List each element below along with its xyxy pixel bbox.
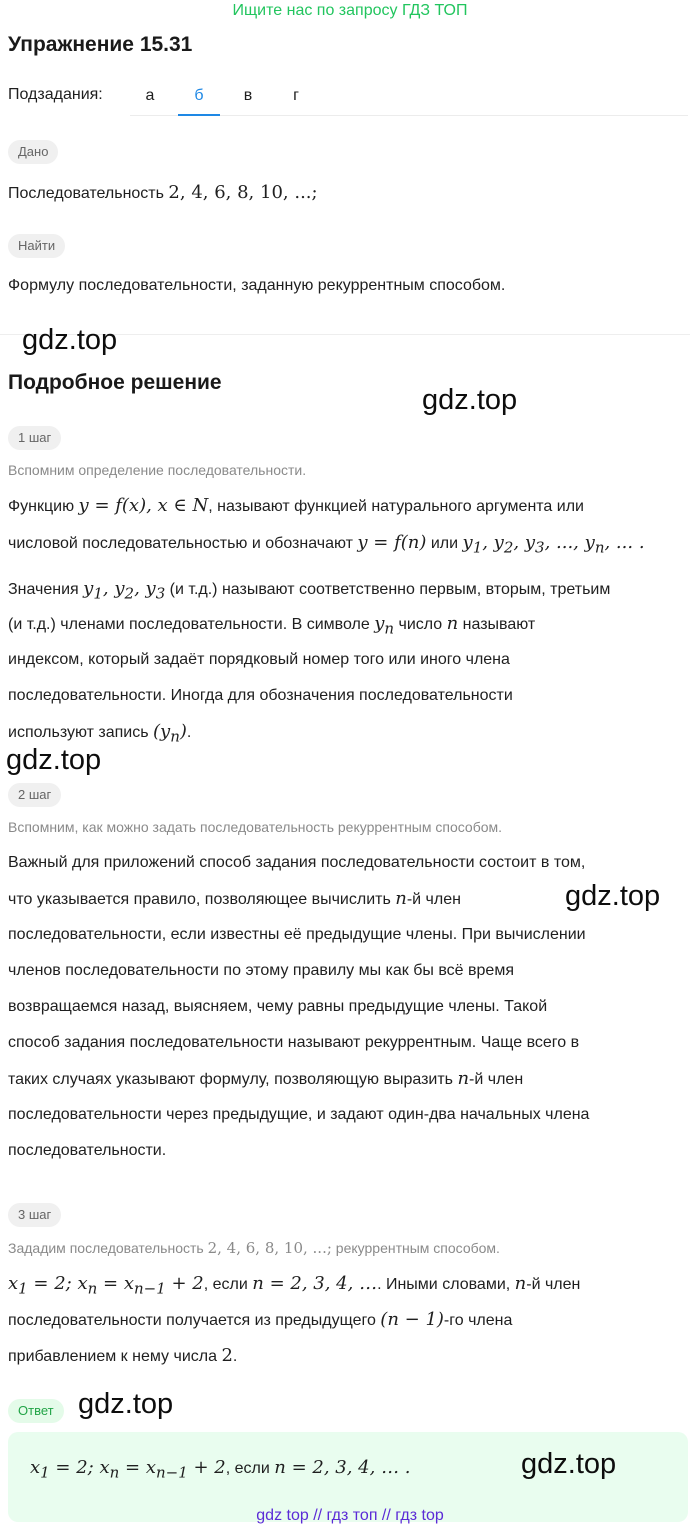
step1-line5: индексом, который задаёт порядковый номер того или иного члена <box>8 651 510 668</box>
text: прибавлением к нему числа <box>8 1348 222 1365</box>
text: . <box>232 1348 238 1365</box>
text: , называют функцией натурального аргумента или <box>208 498 584 515</box>
text: , если <box>225 1460 275 1477</box>
step3-line2 <box>8 1302 688 1339</box>
footer-links[interactable]: gdz top // гдз топ // гдз top <box>256 1507 444 1524</box>
step1-badge: 1 шаг <box>8 426 61 450</box>
step2-line9: последовательности. <box>8 1142 167 1159</box>
step2-line7 <box>8 1061 688 1098</box>
given-badge: Дано <box>8 140 58 164</box>
step3-line3 <box>8 1338 688 1375</box>
step1-line2 <box>8 525 688 566</box>
text: последовательности получается из предыдущего <box>8 1312 381 1329</box>
text: (и т.д.) членами последовательности. В символе <box>8 616 375 633</box>
text: или <box>426 535 463 552</box>
watermark: gdz.top <box>422 384 518 416</box>
watermark: gdz.top <box>565 880 661 912</box>
formula-n: n <box>446 613 459 634</box>
text: Зададим последовательность <box>8 1240 208 1256</box>
step1-line6: последовательности. Иногда для обозначения последовательности <box>8 687 513 704</box>
text: -й член <box>526 1276 581 1293</box>
step3-badge: 3 шаг <box>8 1203 61 1227</box>
text: -й член <box>406 891 461 908</box>
text: Значения <box>8 581 84 598</box>
given-text <box>8 175 688 212</box>
given-sequence: 2, 4, 6, 8, 10, ...; <box>168 182 318 203</box>
page-title: Упражнение 15.31 <box>8 33 193 56</box>
tab-v[interactable]: в <box>243 87 253 104</box>
step2-badge: 2 шаг <box>8 783 61 807</box>
text: таких случаях указывают формулу, позволяющую выразить <box>8 1071 458 1088</box>
step3-hint <box>8 1239 500 1257</box>
find-badge: Найти <box>8 234 65 258</box>
text: что указывается правило, позволяющее вычислить <box>8 891 396 908</box>
text: (и т.д.) называют соответственно первым, вторым, третьим <box>165 581 611 598</box>
watermark: gdz.top <box>521 1448 617 1480</box>
step2-hint: Вспомним, как можно задать последовательность рекуррентным способом. <box>8 819 503 835</box>
text: число <box>394 616 447 633</box>
step2-line6: способ задания последовательности называют рекуррентным. Чаще всего в <box>8 1034 580 1051</box>
text: . <box>186 724 192 741</box>
formula-n-values: n = 2, 3, 4, … . <box>274 1457 411 1478</box>
formula-yn: $y_n$ <box>374 613 395 638</box>
text: называют <box>458 616 536 633</box>
formula-y-list: $y_1$, $y_2$, $y_3$, ..., $y_n$, ... . <box>462 532 645 557</box>
tab-g[interactable]: г <box>293 87 299 104</box>
step2-line4: членов последовательности по этому правилу мы как бы всё время <box>8 962 514 979</box>
step1-hint: Вспомним определение последовательности. <box>8 462 307 478</box>
step2-line1: Важный для приложений способ задания последовательности состоит в том, <box>8 854 586 871</box>
formula-n: n <box>395 888 407 909</box>
formula-y123: $y_1$, $y_2$, $y_3$ <box>83 578 166 603</box>
formula-n-minus-1: (n − 1) <box>380 1309 444 1330</box>
text: -го члена <box>443 1312 513 1329</box>
text: . Иными словами, <box>377 1276 515 1293</box>
step2-line8: последовательности через предыдущие, и задают один-два начальных члена <box>8 1106 590 1123</box>
step1-line1 <box>8 488 688 525</box>
formula-n: n <box>457 1068 470 1089</box>
subtasks-label: Подзадания: <box>8 86 103 103</box>
step3-line1 <box>8 1266 688 1307</box>
formula-y-fx: y = f(x), x ∈ N <box>78 495 209 516</box>
solution-title: Подробное решение <box>8 371 222 394</box>
formula-recurrence: $x_1 = 2$; $x_n = x_{n-1} + 2$ <box>8 1273 204 1298</box>
formula-recurrence: $x_1 = 2$; $x_n = x_{n-1} + 2$ <box>30 1457 226 1482</box>
answer-text <box>30 1457 411 1482</box>
text: числовой последовательностью и обозначают <box>8 535 358 552</box>
text: рекуррентным способом. <box>331 1240 500 1256</box>
step2-line3: последовательности, если известны её предыдущие члены. При вычислении <box>8 926 586 943</box>
step1-line7 <box>8 714 688 755</box>
formula-n: n <box>514 1273 527 1294</box>
text: Функцию <box>8 498 79 515</box>
text: используют запись <box>8 724 154 741</box>
watermark: gdz.top <box>22 324 118 356</box>
formula-two: 2 <box>221 1345 233 1366</box>
formula-paren-yn: $(y_n)$ <box>153 721 187 746</box>
step1-line4 <box>8 606 688 647</box>
text: -й член <box>469 1071 524 1088</box>
watermark: gdz.top <box>6 744 102 776</box>
top-banner: Ищите нас по запросу ГДЗ ТОП <box>232 2 468 19</box>
formula-seq: 2, 4, 6, 8, 10, ...; <box>207 1239 332 1257</box>
find-text: Формулу последовательности, заданную рекуррентным способом. <box>8 277 506 294</box>
text: , если <box>203 1276 253 1293</box>
answer-badge: Ответ <box>8 1399 64 1423</box>
watermark: gdz.top <box>78 1388 174 1420</box>
given-prefix: Последовательность <box>8 185 169 202</box>
formula-y-fn: y = f(n) <box>357 532 427 553</box>
tab-b[interactable]: б <box>178 76 220 116</box>
tab-a[interactable]: а <box>145 87 155 104</box>
formula-n-values: n = 2, 3, 4, … <box>252 1273 378 1294</box>
step2-line5: возвращаемся назад, выясняем, чему равны предыдущие члены. Такой <box>8 998 548 1015</box>
